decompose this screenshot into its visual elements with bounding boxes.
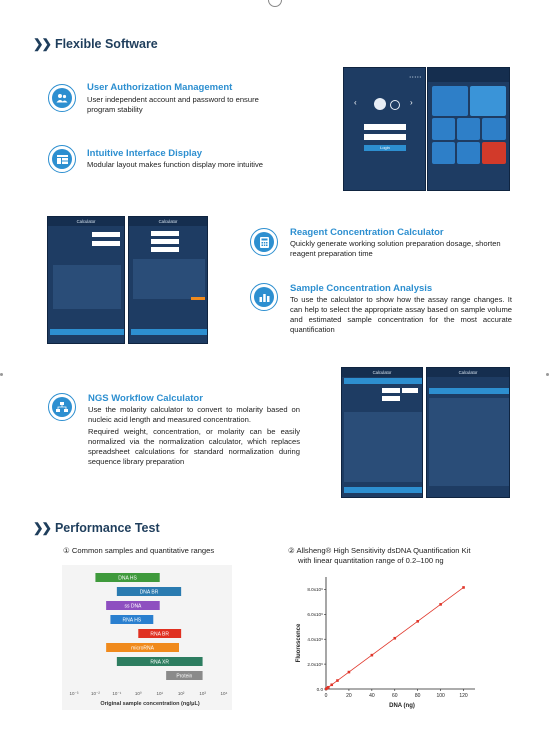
bar-chart-icon: [250, 283, 278, 311]
data-point: [330, 683, 333, 686]
calculator-icon: [250, 228, 278, 256]
data-point: [348, 671, 351, 674]
result-panel: [53, 265, 121, 309]
x-tick-label: 10⁻¹: [112, 691, 122, 696]
input-field[interactable]: [382, 396, 400, 401]
y-tick-label: 4.0x10⁶: [307, 637, 323, 643]
input-field[interactable]: [151, 247, 179, 252]
feature-desc: Quickly generate working solution preparation dosage, shorten reagent preparation time: [290, 239, 501, 258]
feature-title: NGS Workflow Calculator: [88, 393, 203, 404]
calculate-button[interactable]: [344, 487, 422, 493]
x-tick-label: 10⁻²: [90, 691, 100, 696]
x-tick-label: 100: [436, 693, 445, 699]
tile-quickly[interactable]: [432, 86, 468, 116]
data-point: [439, 603, 442, 606]
select-field[interactable]: [151, 239, 179, 244]
workflow-icon: [48, 393, 76, 421]
tab-bar[interactable]: [429, 388, 509, 394]
range-bar-label: RNA XR: [150, 659, 170, 666]
tile-settings[interactable]: [482, 142, 506, 164]
tile-maint[interactable]: [470, 86, 506, 116]
feature-desc: User independent account and password to ensure program stability: [87, 95, 259, 114]
chevron-icon: ❯❯: [33, 37, 50, 51]
calculate-button[interactable]: [131, 329, 207, 335]
range-bar-label: RNA HS: [122, 617, 142, 624]
screenshot-calculator: [47, 216, 125, 344]
tile-standard[interactable]: [457, 118, 480, 140]
range-chart: [62, 565, 232, 710]
screenshot-home: [427, 67, 510, 191]
right-caption-line1: ② Allsheng® High Sensitivity dsDNA Quantification Kit: [288, 546, 471, 555]
feature-title: Reagent Concentration Calculator: [290, 227, 444, 238]
x-axis-label: Original sample concentration (ng/μL): [100, 701, 200, 707]
calc-title: Calculator: [129, 217, 207, 226]
x-tick-label: 10¹: [156, 691, 163, 696]
screenshot-calculator-2: [128, 216, 208, 344]
feature-desc: To use the calculator to show how the assay range changes. It can help to select the appropriate assay based on sample volume and estimated sample concentration for the most accurate quantification: [290, 295, 512, 334]
range-bar: [191, 297, 205, 300]
x-tick-label: 80: [414, 693, 421, 699]
data-point: [393, 637, 396, 640]
range-bar-label: microRNA: [131, 645, 154, 652]
calc-title: Calculator: [342, 368, 422, 377]
y-tick-label: 2.0x10⁶: [307, 661, 323, 667]
data-point: [336, 679, 339, 682]
x-tick-label: 40: [369, 693, 375, 699]
linear-chart: [290, 573, 480, 713]
login-button[interactable]: Login: [364, 145, 406, 151]
y-tick-label: 0.0: [316, 686, 323, 692]
data-point: [462, 586, 465, 589]
x-tick-label: 20: [346, 693, 352, 699]
right-caption-line2: with linear quantitation range of 0.2–100 ng: [298, 556, 444, 565]
range-bar-label: ss DNA: [124, 603, 142, 610]
data-point: [371, 654, 374, 657]
password-field[interactable]: [364, 134, 406, 140]
x-tick-label: 0: [324, 693, 328, 699]
tab-bar[interactable]: [344, 378, 422, 384]
screenshot-ngs-calculator: [341, 367, 423, 498]
x-tick-label: 10²: [177, 691, 185, 696]
registration-mark: [268, 0, 282, 7]
screenshot-ngs-calculator-2: [426, 367, 510, 498]
feature-title: Intuitive Interface Display: [87, 148, 203, 159]
feature-title: Sample Concentration Analysis: [290, 283, 433, 294]
x-tick-label: 10⁰: [134, 691, 142, 696]
screenshot-login: [343, 67, 426, 191]
range-bar-label: DNA HS: [118, 575, 137, 582]
tile-administration[interactable]: [482, 118, 506, 140]
calc-title: Calculator: [48, 217, 124, 226]
data-point: [416, 620, 419, 623]
tile-plugs[interactable]: [432, 118, 455, 140]
chevron-right-icon: ›: [410, 98, 413, 107]
x-tick-label: 60: [391, 693, 398, 699]
x-tick-label: 10³: [199, 691, 206, 696]
left-caption: ① Common samples and quantitative ranges: [63, 546, 215, 555]
select-field[interactable]: [402, 388, 418, 393]
y-tick-label: 6.0x10⁶: [307, 612, 323, 618]
results-table: [133, 259, 205, 299]
range-bar-label: RNA BR: [150, 631, 170, 638]
input-field[interactable]: [92, 232, 120, 237]
range-bar-label: DNA BR: [139, 589, 159, 596]
edge-mark-left: [0, 373, 3, 376]
chevron-icon: ❯❯: [33, 521, 50, 535]
avatar-icon: [390, 100, 400, 110]
x-axis-label: DNA (ng): [389, 703, 415, 709]
section-title-flexible-software: ❯❯ Flexible Software: [33, 37, 158, 51]
feature-title: User Authorization Management: [87, 82, 233, 93]
tile-records[interactable]: [457, 142, 480, 164]
calculate-button[interactable]: [50, 329, 124, 335]
feature-desc: Use the molarity calculator to convert to molarity based on nucleic acid length and measured concentration.: [88, 405, 300, 424]
select-field[interactable]: [151, 231, 179, 236]
tile-curves[interactable]: [432, 142, 455, 164]
calc-title: Calculator: [427, 368, 509, 377]
layout-icon: [48, 145, 76, 173]
input-field[interactable]: [92, 241, 120, 246]
data-table: [344, 412, 422, 482]
x-tick-label: 10⁴: [220, 691, 228, 696]
y-tick-label: 8.0x10⁶: [307, 587, 323, 593]
username-field[interactable]: [364, 124, 406, 130]
x-tick-label: 10⁻³: [69, 691, 79, 696]
chevron-left-icon: ‹: [354, 98, 357, 107]
status-text: • • • • •: [409, 74, 421, 79]
feature-desc: Modular layout makes function display more intuitive: [87, 160, 264, 169]
x-tick-label: 120: [459, 693, 468, 699]
right-caption: [288, 546, 471, 566]
avatar-icon: [374, 98, 386, 110]
user-management-icon: [48, 84, 76, 112]
y-axis-label: Fluorescence: [296, 623, 302, 663]
range-bar-label: Protein: [176, 673, 193, 680]
header-bar: [428, 68, 509, 82]
section-title-performance-test: ❯❯ Performance Test: [33, 521, 160, 535]
feature-desc: Required weight, concentration, or molarity can be easily normalized via the normalization calculator, which replaces spreadsheet calculations for standard normalization during sequence library preparation: [88, 427, 300, 466]
data-table: [429, 398, 509, 486]
data-point: [327, 686, 330, 689]
input-field[interactable]: [382, 388, 400, 393]
